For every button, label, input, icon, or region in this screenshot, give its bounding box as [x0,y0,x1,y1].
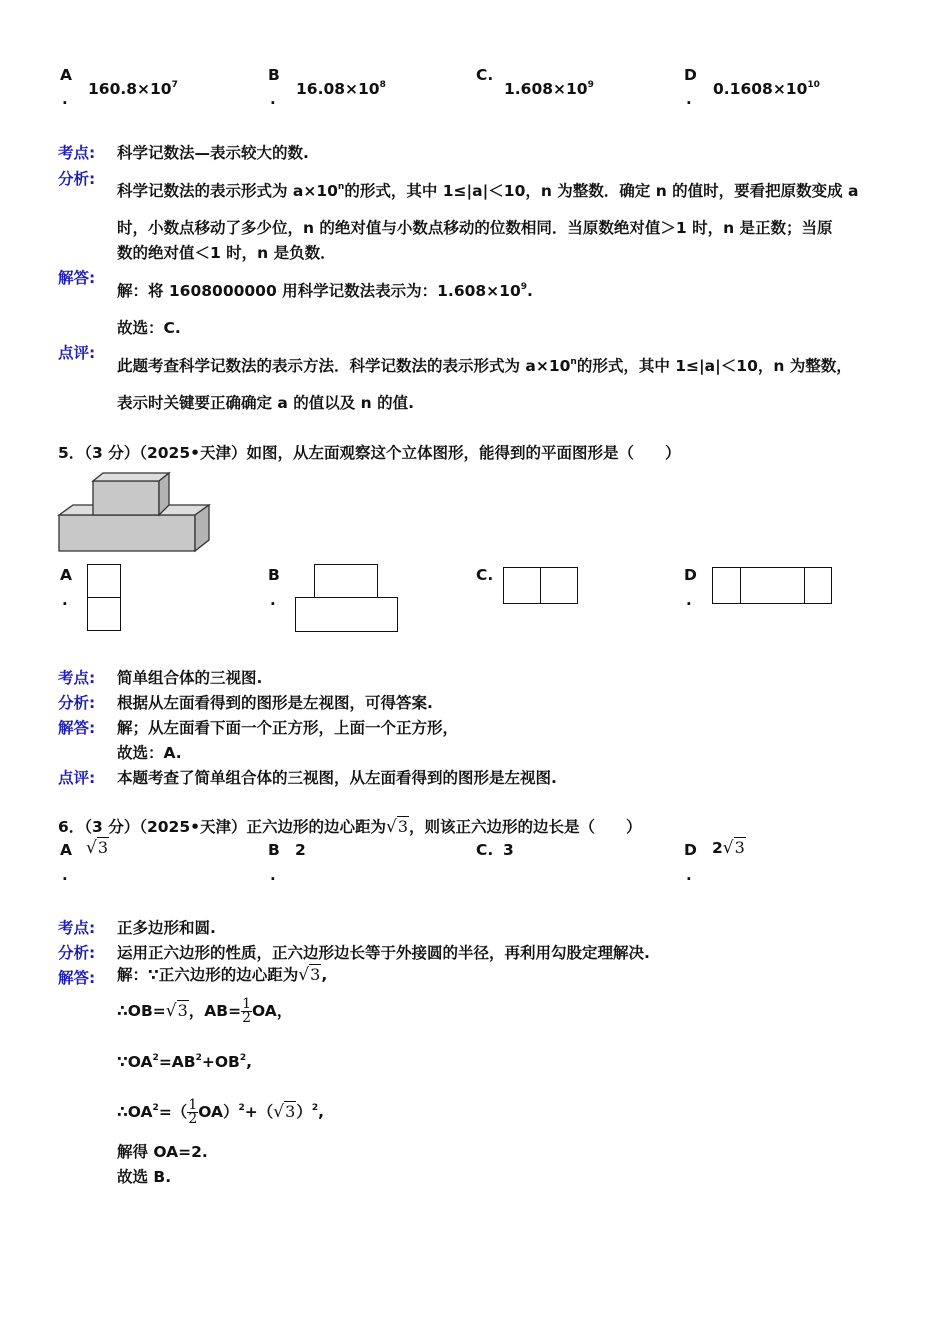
q5-jieda-line2: 故选：A. [117,744,182,762]
q4-fenxi-line2: 时，小数点移动了多少位，n 的绝对值与小数点移动的位数相同．当原数绝对值＞1 时，n 是正数；当原 [117,219,833,237]
q5-option-c-right-square[interactable] [540,567,578,604]
q6-option-b-letter[interactable]: B [268,841,280,859]
q4-option-c-letter[interactable]: C. [476,66,494,84]
q6-option-d-letter[interactable]: D [684,841,697,859]
q4-option-d-letter[interactable]: D [684,66,697,84]
q5-dianping-label: 点评: [58,769,96,787]
q4-option-b-text[interactable]: $16.08\times 10^8$ [296,79,386,98]
q4-kaodian-label: 考点: [58,144,96,162]
q4-fenxi-line1: 科学记数法的表示形式为 $a\times 10^n$的形式，其中 1≤|a|＜10，n 为整数．确定 n 的值时，要看把原数变成 a [117,181,859,200]
q4-jieda-line1: 解：将 1608000000 用科学记数法表示为：$1.608\times 10^9$. [117,281,533,300]
q5-option-d-dot: . [686,591,692,609]
q6-stem: 6．（3 分）（2025•天津）正六边形的边心距为√3，则该正六边形的边长是（ ） [58,817,642,837]
q5-jieda-line1: 解；从左面看下面一个正方形，上面一个正方形， [117,719,459,737]
q6-jieda-line5: 解得 OA=2. [117,1143,208,1161]
q4-fenxi-label: 分析: [58,170,96,188]
q6-option-d-text[interactable]: 2√3 [712,838,745,858]
q5-option-a-bottom-square[interactable] [87,597,121,631]
q6-option-a-dot: . [62,866,68,884]
q5-option-d-divider-right [804,567,805,604]
q5-jieda-label: 解答: [58,719,96,737]
q5-option-c-letter[interactable]: C. [476,566,494,584]
q4-jieda-label: 解答: [58,269,96,287]
q6-option-b-dot: . [270,866,276,884]
q6-jieda-line2: ∴OB=√3，AB= $\frac{1}{2}$ OA， [117,996,293,1026]
q5-kaodian-label: 考点: [58,669,96,687]
q4-option-a-letter[interactable]: A [60,66,72,84]
q4-option-b-dot: . [270,90,276,108]
q4-jieda-line2: 故选：C. [117,319,181,337]
q5-option-c-left-square[interactable] [503,567,541,604]
solid-figure [56,470,212,554]
q4-option-b-letter[interactable]: B [268,66,280,84]
q5-option-d-letter[interactable]: D [684,566,697,584]
q5-option-d-outer-rect[interactable] [712,567,832,604]
q5-option-d-divider-left [740,567,741,604]
q5-fenxi-text: 根据从左面看得到的图形是左视图，可得答案. [117,694,433,712]
q4-option-c-text[interactable]: $1.608\times 10^9$ [504,79,594,98]
q6-fenxi-text: 运用正六边形的性质，正六边形边长等于外接圆的半径，再利用勾股定理解决. [117,944,650,962]
q5-stem: 5．（3 分）（2025•天津）如图，从左面观察这个立体图形，能得到的平面图形是（ ） [58,444,681,462]
fraction-one-half: $\frac{1}{2}$ [188,1097,198,1128]
q6-jieda-line1: 解：∵正六边形的边心距为√3, [117,965,328,985]
q6-fenxi-label: 分析: [58,944,96,962]
q5-option-b-top-rect[interactable] [314,564,378,598]
q4-option-a-text[interactable]: $160.8\times 10^7$ [88,79,178,98]
q4-option-d-dot: . [686,90,692,108]
q5-option-a-dot: . [62,591,68,609]
q6-jieda-label: 解答: [58,969,96,987]
q4-dianping-line1: 此题考查科学记数法的表示方法．科学记数法的表示形式为 $a\times 10^n$的形式，其中 1≤|a|＜10，n 为整数， [117,356,852,375]
q6-jieda-line3: $\because OA^2=AB^2+OB^2$, [117,1052,253,1071]
q4-option-d-text[interactable]: $0.1608\times 10^{10}$ [713,79,820,98]
q6-option-a-text[interactable]: √3 [86,838,109,858]
fraction-one-half: $\frac{1}{2}$ [242,996,252,1026]
q6-jieda-line4: $\therefore OA^2=$（ $\frac{1}{2}$ $OA)^2+(√3)^2$, [117,1097,324,1128]
q5-option-a-top-square[interactable] [87,564,121,598]
q4-dianping-line2: 表示时关键要正确确定 a 的值以及 n 的值. [117,394,414,412]
q6-option-d-dot: . [686,866,692,884]
q6-option-b-text[interactable]: 2 [295,841,306,859]
q6-option-c-text[interactable]: 3 [503,841,514,859]
q6-jieda-line6: 故选 B. [117,1168,172,1186]
q6-kaodian-label: 考点: [58,919,96,937]
sqrt3-symbol: √3 [386,817,409,837]
q5-option-b-dot: . [270,591,276,609]
q4-kaodian-text: 科学记数法—表示较大的数. [117,144,309,162]
q6-option-a-letter[interactable]: A [60,841,72,859]
q4-fenxi-line3: 数的绝对值＜1 时，n 是负数． [117,244,336,262]
q4-option-a-dot: . [62,90,68,108]
q5-option-b-letter[interactable]: B [268,566,280,584]
q4-dianping-label: 点评: [58,344,96,362]
q6-option-c-letter[interactable]: C. [476,841,494,859]
q5-option-b-bottom-rect[interactable] [295,597,398,632]
q5-kaodian-text: 简单组合体的三视图. [117,669,263,687]
q6-kaodian-text: 正多边形和圆. [117,919,216,937]
q5-fenxi-label: 分析: [58,694,96,712]
q5-dianping-text: 本题考查了简单组合体的三视图，从左面看得到的图形是左视图. [117,769,557,787]
q5-option-a-letter[interactable]: A [60,566,72,584]
